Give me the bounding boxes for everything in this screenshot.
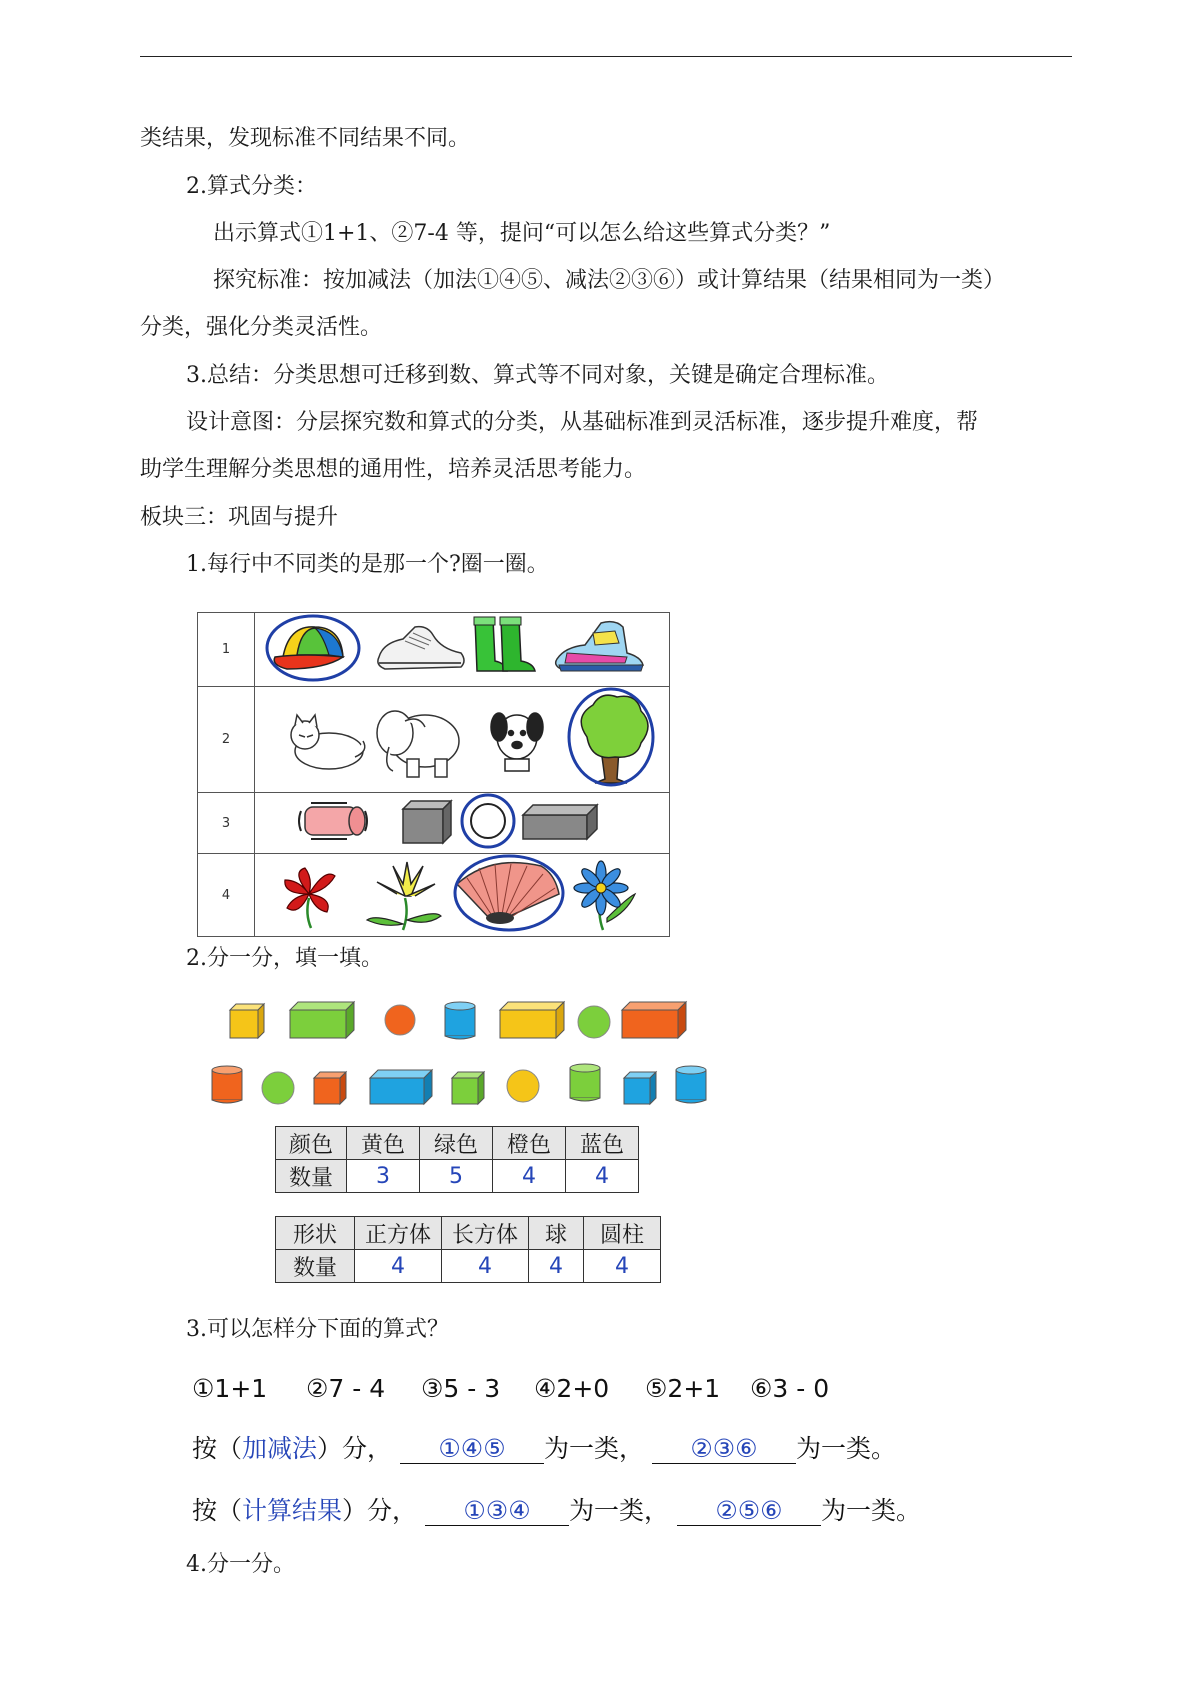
- row-number: 2: [198, 687, 255, 793]
- answer-line-2: [192, 1494, 921, 1528]
- table-value-cell: 4: [355, 1250, 442, 1283]
- table-header-cell: 颜色: [276, 1127, 347, 1160]
- paragraph-3: 出示算式①1+1、②7-4 等，提问“可以怎么给这些算式分类？”: [213, 221, 831, 246]
- table-value-cell: 4: [493, 1160, 566, 1193]
- paragraph-6a: 设计意图：分层探究数和算式的分类，从基础标准到灵活标准，逐步提升难度，帮: [186, 410, 979, 435]
- cube-icon: [403, 801, 451, 843]
- criterion-answer: 加减法: [242, 1434, 318, 1463]
- section-title: 板块三：巩固与提升: [140, 505, 339, 530]
- shapes-group: [200, 1000, 720, 1120]
- elephant-icon: [377, 711, 459, 777]
- table-header-cell: 形状: [276, 1217, 355, 1250]
- criterion-answer: 计算结果: [242, 1496, 343, 1525]
- tree-icon: [581, 695, 648, 783]
- group-blank-2[interactable]: ②⑤⑥: [677, 1497, 821, 1526]
- picture-row-1: [255, 613, 670, 687]
- table-header-cell: 长方体: [442, 1217, 529, 1250]
- blue-flower-icon: [574, 861, 635, 930]
- picture-table: [197, 612, 670, 937]
- paragraph-1: 类结果，发现标准不同结果不同。: [140, 126, 471, 151]
- answer-sep: 为一类，: [544, 1434, 645, 1463]
- row-number: 3: [198, 793, 255, 854]
- fan-icon: [457, 863, 559, 924]
- question-4: 4.分一分。: [186, 1552, 295, 1577]
- expression: ⑤2+1: [645, 1374, 721, 1403]
- green-cylinder-icon: [570, 1064, 600, 1101]
- blue-cube-icon: [624, 1072, 656, 1104]
- dog-icon: [491, 713, 543, 771]
- table-row-label: 数量: [276, 1160, 347, 1193]
- header-rule: [140, 56, 1072, 57]
- table-header-cell: 绿色: [420, 1127, 493, 1160]
- group-blank-2[interactable]: ②③⑥: [652, 1435, 796, 1464]
- expression: ②7 - 4: [306, 1374, 386, 1403]
- orange-sphere-icon: [385, 1005, 415, 1035]
- cat-icon: [291, 715, 365, 769]
- paragraph-6b: 助学生理解分类思想的通用性，培养灵活思考能力。: [140, 457, 647, 482]
- cap-icon: [274, 627, 343, 669]
- green-cuboid-icon: [290, 1002, 354, 1038]
- paragraph-2: 2.算式分类：: [186, 174, 317, 199]
- answer-sep: 为一类，: [569, 1496, 670, 1525]
- table-header-cell: 正方体: [355, 1217, 442, 1250]
- table-header-cell: 圆柱: [584, 1217, 661, 1250]
- table-header-cell: 球: [529, 1217, 584, 1250]
- table-value-cell: 4: [566, 1160, 639, 1193]
- blue-cylinder-icon: [445, 1002, 475, 1039]
- green-sphere-icon: [578, 1006, 610, 1038]
- lily-icon: [367, 862, 441, 930]
- boots-icon: [474, 617, 535, 671]
- expression: ④2+0: [534, 1374, 610, 1403]
- group-blank-1[interactable]: ①④⑤: [400, 1435, 544, 1464]
- blue-cylinder-icon: [676, 1066, 706, 1103]
- cuboid-icon: [523, 805, 597, 839]
- question-3: 3.可以怎样分下面的算式？: [186, 1317, 449, 1342]
- group-blank-1[interactable]: ①③④: [425, 1497, 569, 1526]
- expression: ③5 - 3: [421, 1374, 501, 1403]
- answer-end: 为一类。: [795, 1434, 896, 1463]
- yellow-cube-icon: [230, 1004, 264, 1038]
- table-value-cell: 4: [442, 1250, 529, 1283]
- orange-cylinder-icon: [212, 1066, 242, 1103]
- table-value-cell: 4: [584, 1250, 661, 1283]
- table-value-cell: 5: [420, 1160, 493, 1193]
- paragraph-5: 3.总结：分类思想可迁移到数、算式等不同对象，关键是确定合理标准。: [186, 363, 889, 388]
- answer-prefix: 按（: [192, 1434, 243, 1463]
- paragraph-4a: 探究标准：按加减法（加法①④⑤、减法②③⑥）或计算结果（结果相同为一类）: [213, 268, 1006, 293]
- picture-row-4: [255, 854, 670, 937]
- table-value-cell: 3: [347, 1160, 420, 1193]
- answer-line-1: [192, 1432, 896, 1466]
- orange-cube-icon: [314, 1072, 346, 1104]
- shoe-icon: [556, 622, 643, 671]
- green-sphere-icon: [262, 1072, 294, 1104]
- red-flower-icon: [285, 868, 335, 928]
- green-cube-icon: [452, 1072, 484, 1104]
- question-2: 2.分一分，填一填。: [186, 946, 383, 971]
- cylinder-icon: [299, 803, 367, 839]
- table-value-cell: 4: [529, 1250, 584, 1283]
- table-header-cell: 黄色: [347, 1127, 420, 1160]
- table-header-cell: 橙色: [493, 1127, 566, 1160]
- question-1: 1.每行中不同类的是那一个?圈一圈。: [186, 552, 549, 577]
- paragraph-4b: 分类，强化分类灵活性。: [140, 315, 383, 340]
- answer-end: 为一类。: [820, 1496, 921, 1525]
- yellow-cuboid-icon: [500, 1002, 564, 1038]
- circle-icon: [471, 804, 505, 838]
- picture-row-3: [255, 793, 670, 854]
- picture-row-2: [255, 687, 670, 793]
- shape-count-table: [275, 1216, 661, 1283]
- color-count-table: [275, 1126, 639, 1193]
- answer-mid: ）分，: [317, 1434, 393, 1463]
- orange-cuboid-icon: [622, 1002, 686, 1038]
- answer-mid: ）分，: [342, 1496, 418, 1525]
- row-number: 1: [198, 613, 255, 687]
- row-number: 4: [198, 854, 255, 937]
- expression: ①1+1: [192, 1374, 268, 1403]
- answer-prefix: 按（: [192, 1496, 243, 1525]
- sneaker-icon: [378, 627, 464, 669]
- blue-cuboid-icon: [370, 1070, 432, 1104]
- yellow-sphere-icon: [507, 1070, 539, 1102]
- table-header-cell: 蓝色: [566, 1127, 639, 1160]
- table-row-label: 数量: [276, 1250, 355, 1283]
- expression: ⑥3 - 0: [750, 1374, 830, 1403]
